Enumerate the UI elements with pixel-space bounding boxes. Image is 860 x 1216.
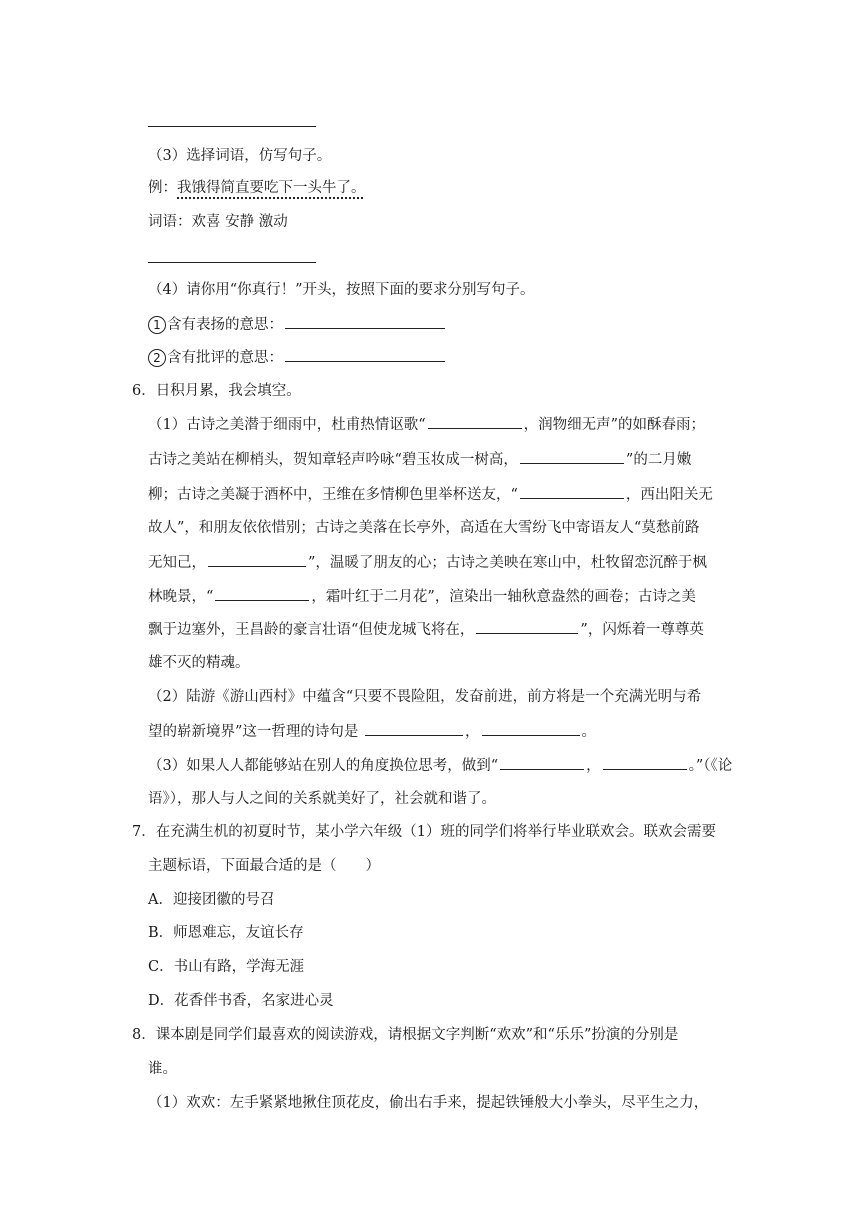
q7-option-b[interactable]: B．师恩难忘，友谊长存 [148,925,304,941]
answer-blank[interactable] [428,414,522,429]
circled-number-1: 1 [148,316,166,334]
answer-blank[interactable] [520,449,624,464]
answer-blank[interactable] [285,314,445,329]
text-segment: ，霜叶红于二月花”，渲染出一轴秋意盎然的画卷；古诗之美 [311,589,696,605]
text-segment: 柳；古诗之美凝于酒杯中，王维在多情柳色里举杯送友，“ [148,487,518,503]
q6-p1-line5 [148,552,707,573]
q8-stem-line2: 谁。 [148,1061,177,1077]
q8-stem-line1: 8．课本剧是同学们最喜欢的阅读游戏，请根据文字判断“欢欢”和“乐乐”扮演的分别是 [132,1027,679,1043]
text-segment: ，润物细无声”的如酥春雨； [523,417,706,433]
text-segment: 无知己， [148,555,206,571]
q6-p3-line2: 语》），那人与人之间的关系就美好了，社会就和谐了。 [148,791,496,807]
q6-p1-line8: 雄不灭的精魂。 [148,655,250,671]
q6-p2-line1: （2）陆游《游山西村》中蕴含“只要不畏险阻，发奋前进，前方将是一个充满光明与希 [148,689,702,705]
answer-line [148,126,316,127]
text-segment: （3）如果人人都能够站在别人的角度换位思考，做到“ [148,758,499,774]
text-segment: ”的二月嫩 [625,452,692,468]
text-segment: ， [465,724,480,740]
text-segment: 古诗之美站在柳梢头，贺知章轻声吟咏“碧玉妆成一树高， [148,452,518,468]
q7-stem-line1: 7．在充满生机的初夏时节，某小学六年级（1）班的同学们将举行毕业联欢会。联欢会需要 [132,824,716,840]
q5-words: 词语：欢喜 安静 激动 [148,214,288,230]
item2-text: 含有批评的意思： [167,350,283,366]
text-segment: 。”（《论 [688,758,733,774]
text-segment: 飘于边塞外，王昌龄的豪言壮语“但使龙城飞将在， [148,622,475,638]
item1-text: 含有表扬的意思： [167,317,283,333]
q6-title: 6．日积月累，我会填空。 [132,383,301,399]
q6-p1-line3 [148,484,713,505]
example-prefix: 例： [148,180,177,196]
answer-line [148,262,316,263]
q8-part1-line1: （1）欢欢：左手紧紧地揪住顶花皮，偷出右手来，提起铁锤般大小拳头，尽平生之力， [148,1095,709,1111]
text-segment: ”，闪烁着一尊尊英 [580,622,704,638]
answer-blank[interactable] [208,552,306,567]
q6-p2-line2 [148,721,596,742]
text-segment: ，西出阳关无 [625,487,713,503]
answer-blank[interactable] [500,755,584,770]
text-segment: （1）古诗之美潜于细雨中，杜甫热情讴歌“ [148,417,426,433]
answer-blank[interactable] [476,619,578,634]
answer-blank[interactable] [365,721,463,736]
answer-blank[interactable] [603,755,687,770]
q5-part3-label: （3）选择词语，仿写句子。 [148,148,332,164]
q6-p1-line6 [148,586,696,607]
q7-option-a[interactable]: A．迎接团徽的号召 [148,892,275,908]
answer-blank[interactable] [520,484,624,499]
q5-example [148,178,366,198]
example-sentence: 我饿得简直要吃下一头牛了。 [177,180,366,196]
q6-p3-line1 [148,755,732,776]
answer-blank[interactable] [285,347,445,362]
text-segment: 。 [581,724,597,740]
q5-part4-label: （4）请你用“你真行！”开头，按照下面的要求分别写句子。 [148,282,535,298]
q5-item1 [148,314,447,335]
q7-option-c[interactable]: C．书山有路，学海无涯 [148,959,305,975]
q6-p1-line2 [148,449,691,470]
q6-p1-line1 [148,414,705,435]
text-segment: ， [586,758,601,774]
q7-stem-line2: 主题标语，下面最合适的是（ ） [148,858,380,874]
text-segment: 望的崭新境界”这一哲理的诗句是 [148,724,359,740]
answer-blank[interactable] [215,586,309,601]
q5-item2 [148,347,447,368]
text-segment: ”，温暖了朋友的心；古诗之美映在寒山中，杜牧留恋沉醉于枫 [308,555,707,571]
text-segment: 林晚景，“ [148,589,214,605]
q6-p1-line7 [148,619,704,640]
answer-blank[interactable] [482,721,580,736]
q7-option-d[interactable]: D．花香伴书香，名家进心灵 [148,993,334,1009]
circled-number-2: 2 [148,349,166,367]
q6-p1-line4: 故人”，和朋友依依惜别；古诗之美落在长亭外，高适在大雪纷飞中寄语友人“莫愁前路 [148,520,700,536]
